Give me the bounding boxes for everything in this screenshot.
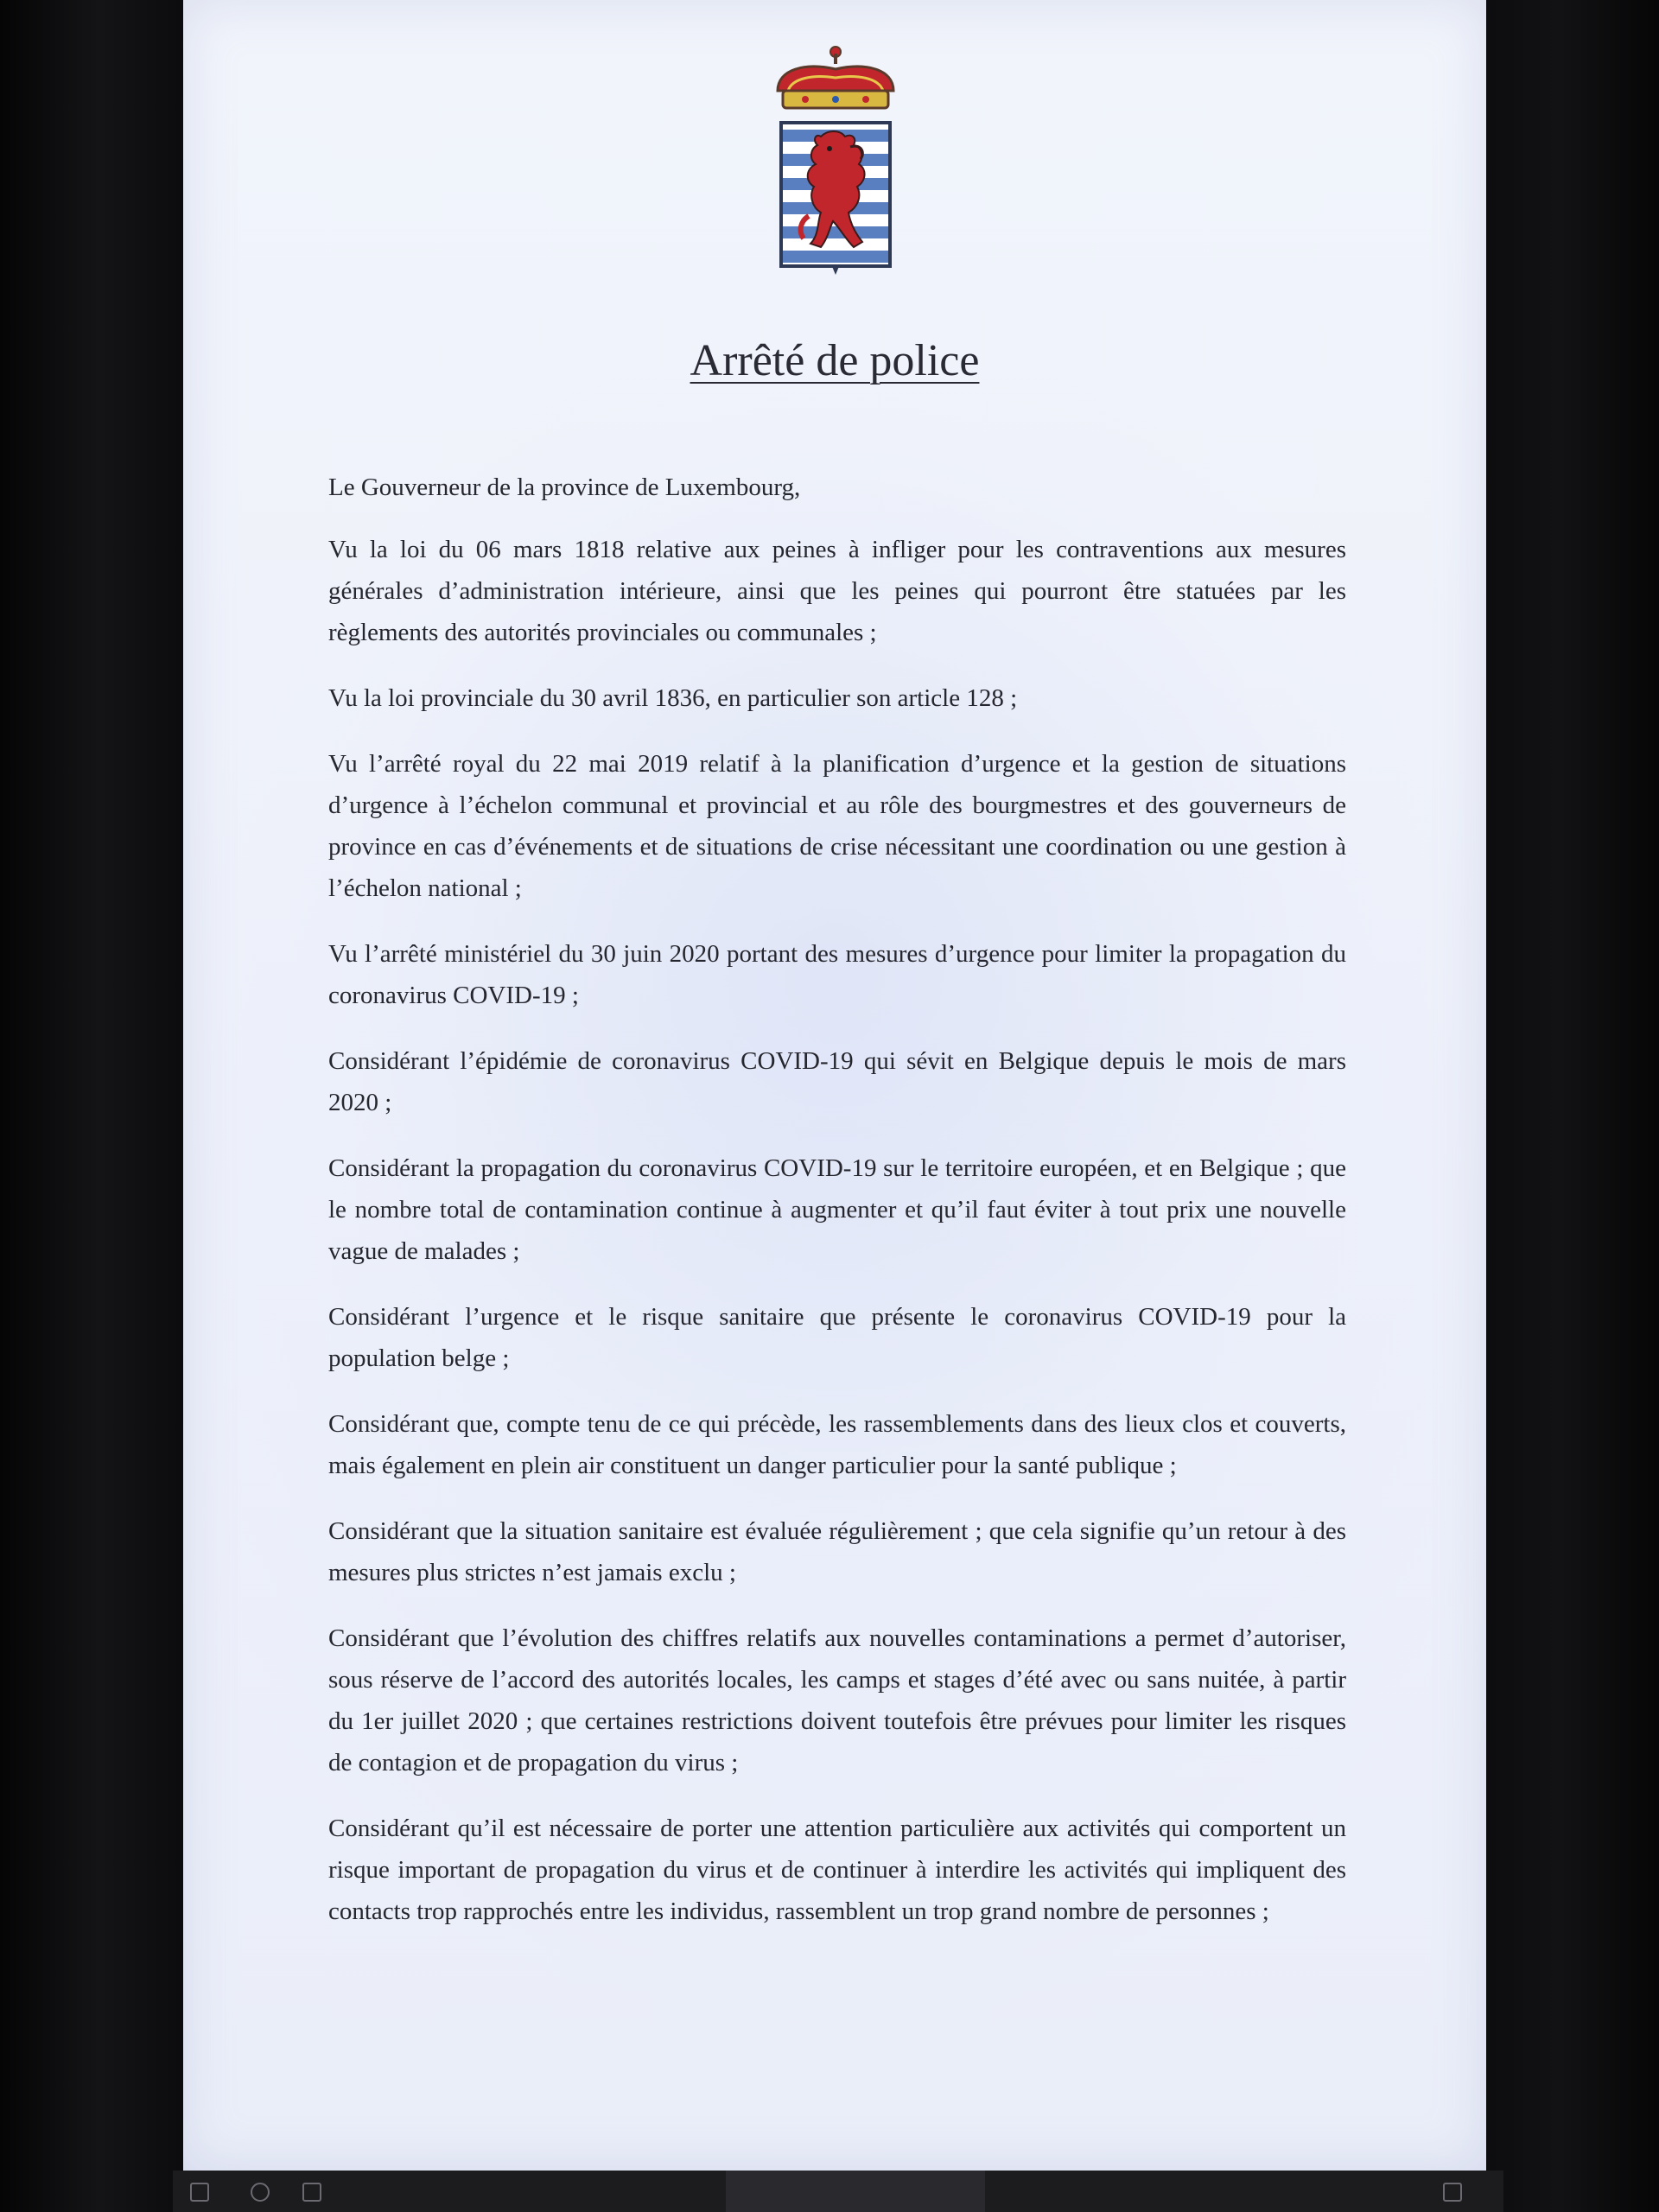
document-page [183, 0, 1486, 2171]
start-icon[interactable] [190, 2183, 209, 2202]
paragraph: Vu la loi du 06 mars 1818 relative aux peines à infliger pour les contraventions aux mesures générales d’administration intérieure, ainsi que les peines qui pourront être statuées par les règlements des autorités provinciales ou communales ; [328, 536, 1346, 646]
taskbar [173, 2171, 1503, 2212]
task-view-icon[interactable] [302, 2183, 321, 2202]
notifications-icon[interactable] [1443, 2183, 1462, 2202]
paragraph: Considérant l’urgence et le risque sanitaire que présente le coronavirus COVID-19 pour la population belge ; [328, 1303, 1346, 1372]
paragraph: Considérant la propagation du coronavirus COVID-19 sur le territoire européen, et en Belgique ; que le nombre total de contamination continue à augmenter et qu’il faut éviter à tout prix une nouvelle vague de malades ; [328, 1154, 1346, 1265]
paragraph: Considérant que la situation sanitaire est évaluée régulièrement ; que cela signifie qu’un retour à des mesures plus strictes n’est jamais exclu ; [328, 1517, 1346, 1586]
document-title: Arrêté de police [690, 336, 980, 385]
search-icon[interactable] [251, 2183, 270, 2202]
coat-of-arms-emblem [771, 43, 900, 276]
paragraph: Considérant l’épidémie de coronavirus COVID-19 qui sévit en Belgique depuis le mois de mars 2020 ; [328, 1047, 1346, 1116]
paragraph: Vu l’arrêté ministériel du 30 juin 2020 portant des mesures d’urgence pour limiter la propagation du coronavirus COVID-19 ; [328, 940, 1346, 1009]
crown-icon [778, 47, 893, 108]
document-body [328, 467, 1346, 1956]
taskbar-active-app[interactable] [726, 2171, 985, 2212]
paragraph: Considérant que, compte tenu de ce qui précède, les rassemblements dans des lieux clos et couverts, mais également en plein air constituent un danger particulier pour la santé publique ; [328, 1410, 1346, 1479]
paragraph: Considérant que l’évolution des chiffres relatifs aux nouvelles contaminations a permet d’autoriser, sous réserve de l’accord des autorités locales, les camps et stages d’été avec ou sans nuitée, à partir du 1er juillet 2020 ; que certaines restrictions doivent toutefois être prévues pour limiter les risques de contagion et de propagation du virus ; [328, 1624, 1346, 1777]
opening-line: Le Gouverneur de la province de Luxembourg, [328, 474, 801, 501]
paragraph: Vu la loi provinciale du 30 avril 1836, en particulier son article 128 ; [328, 684, 1018, 712]
paragraph: Considérant qu’il est nécessaire de porter une attention particulière aux activités qui comportent un risque important de propagation du virus et de continuer à interdire les activités qui impliquent des contacts trop rapprochés entre les individus, rassemblent un trop grand nombre de personnes ; [328, 1815, 1346, 1925]
paragraph: Vu l’arrêté royal du 22 mai 2019 relatif à la planification d’urgence et la gestion de situations d’urgence à l’échelon communal et provincial et au rôle des bourgmestres et des gouverneurs de province en cas d’événements et de situations de crise nécessitant une coordination ou une gestion à l’échelon national ; [328, 750, 1346, 902]
